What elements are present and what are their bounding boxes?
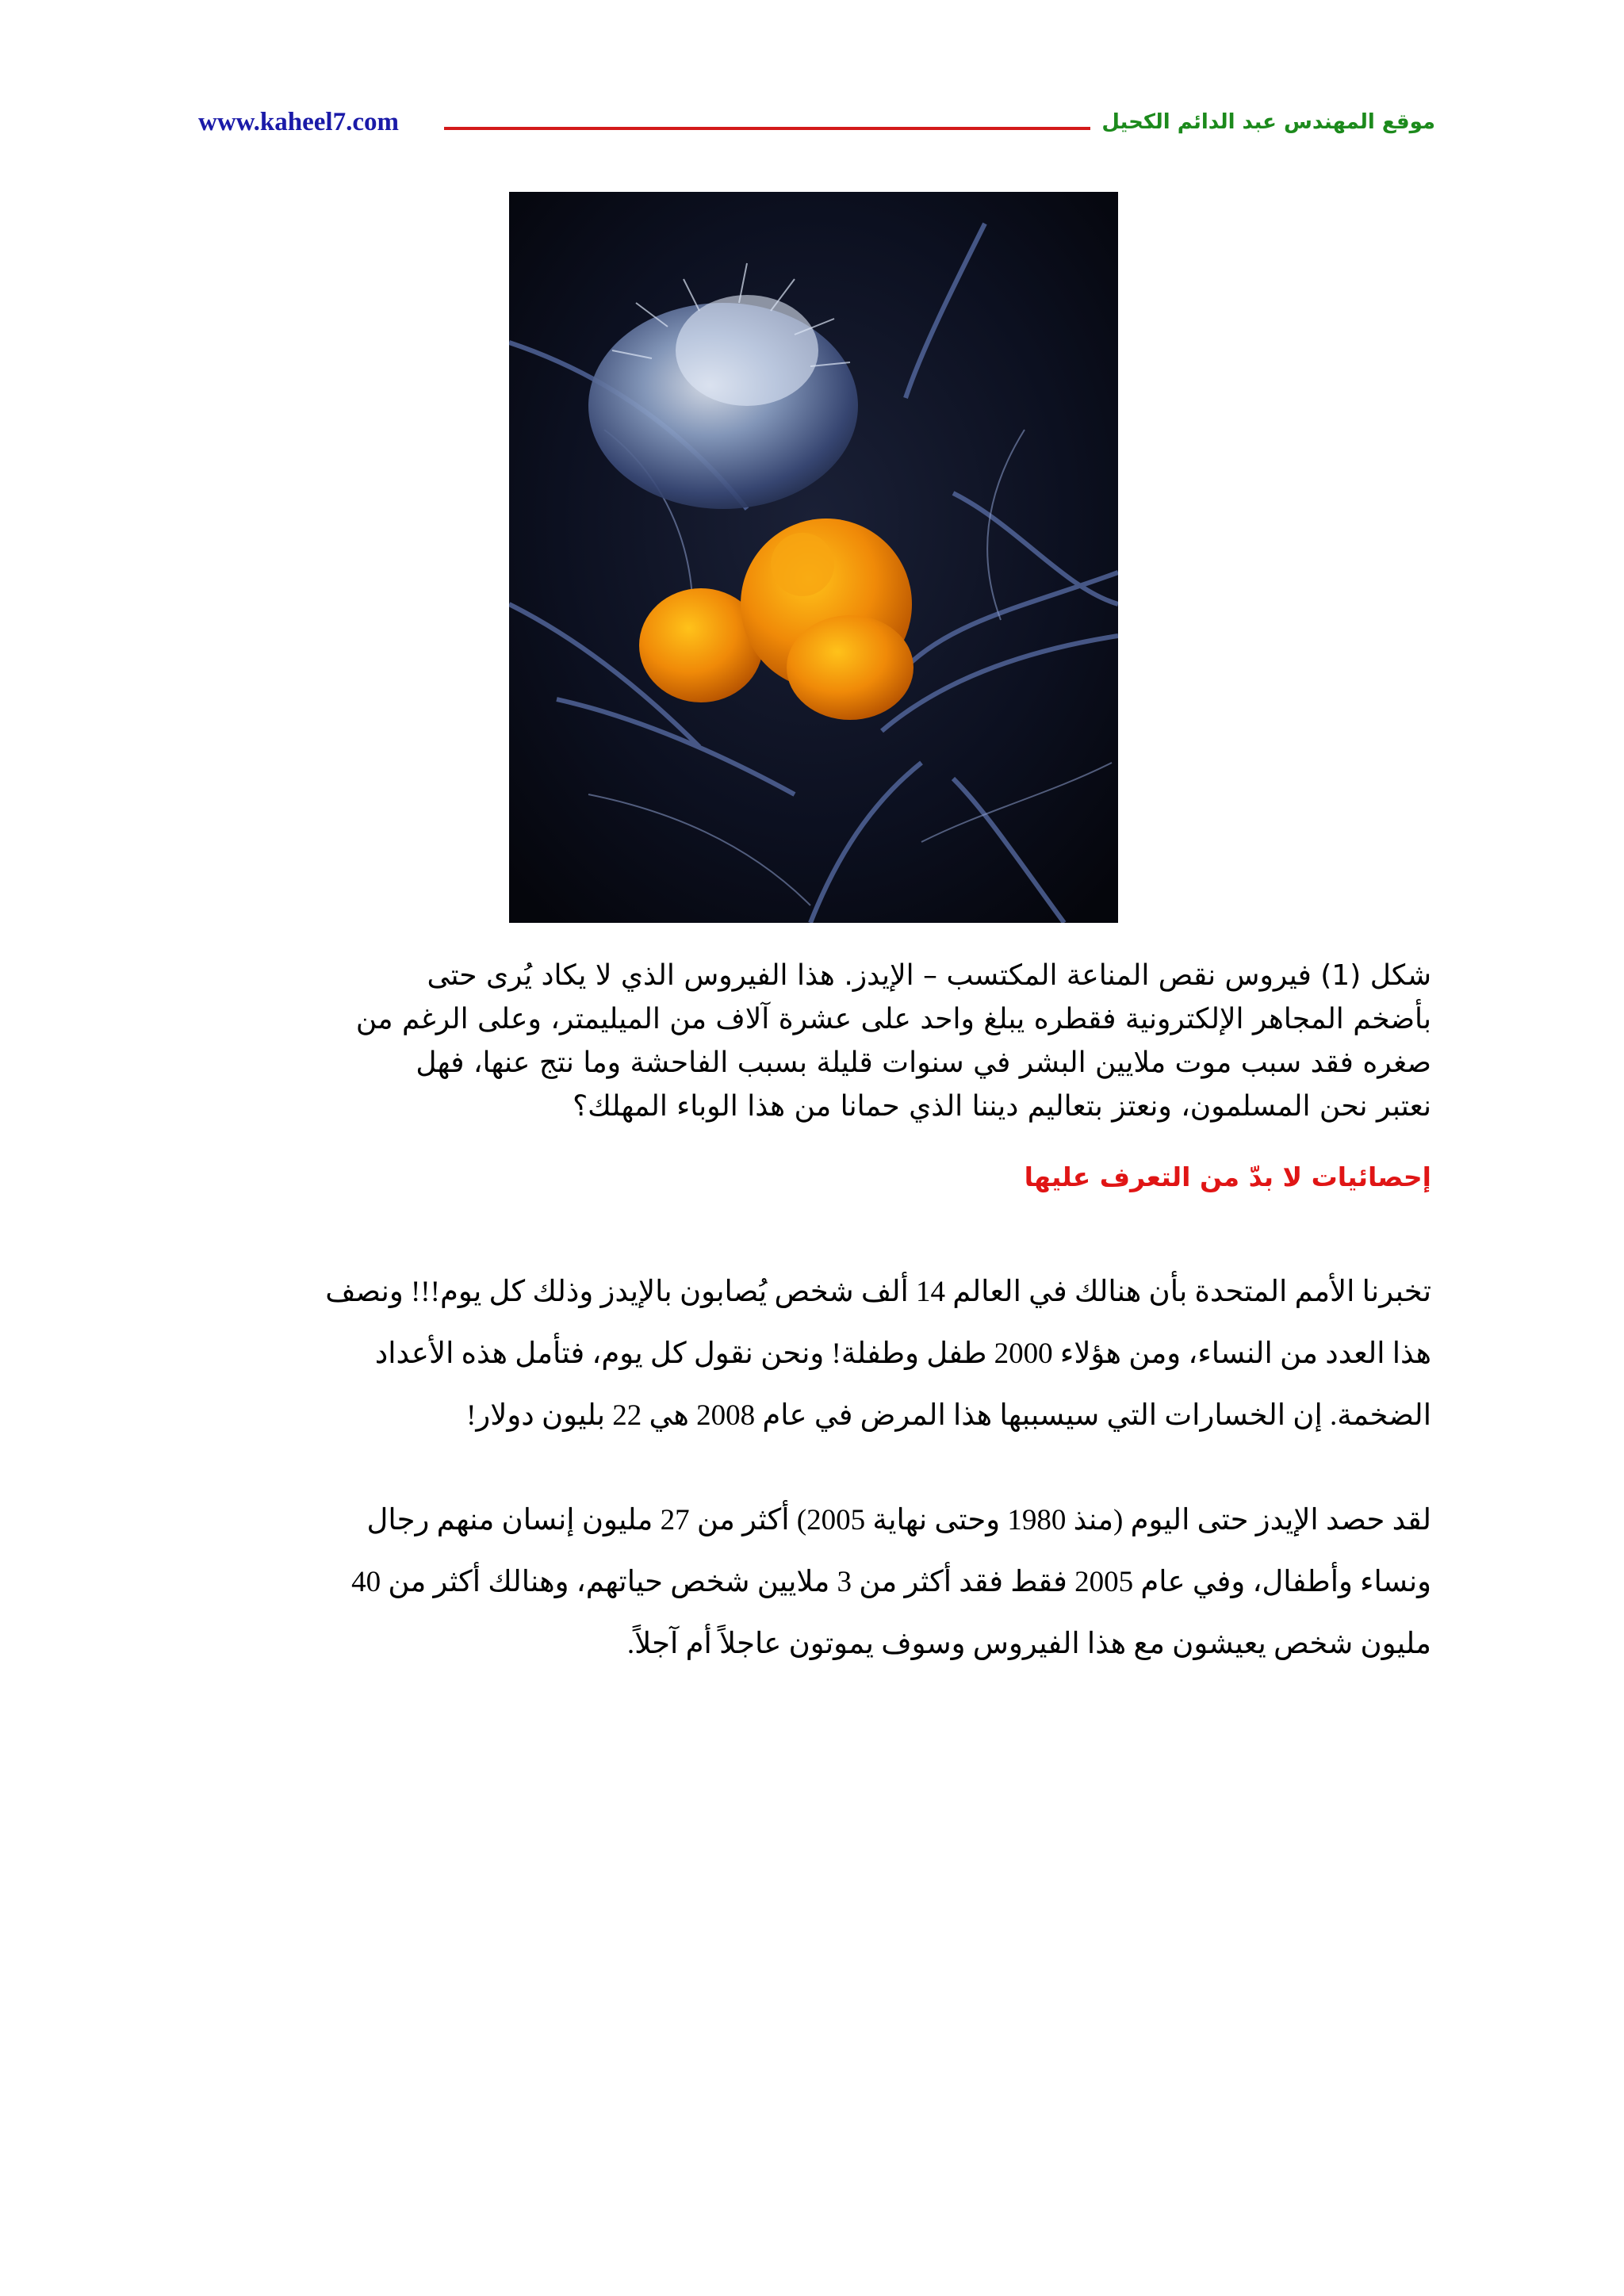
micrograph-illustration bbox=[509, 192, 1118, 923]
statistics-paragraph-2 bbox=[198, 1490, 1431, 1675]
paragraph-line: تخبرنا الأمم المتحدة بأن هنالك في العالم 14 ألف شخص يُصابون بالإيدز وذلك كل يوم!!! ونصف bbox=[325, 1276, 1431, 1308]
caption-line: نعتبر نحن المسلمون، ونعتز بتعاليم ديننا الذي حمانا من هذا الوباء المهلك؟ bbox=[573, 1090, 1431, 1123]
header-divider bbox=[444, 127, 1090, 130]
page-header bbox=[198, 103, 1435, 141]
paragraph-line: الضخمة. إن الخسارات التي سيسببها هذا المرض في عام 2008 هي 22 بليون دولار! bbox=[466, 1399, 1431, 1432]
caption-line: صغره فقد سبب موت ملايين البشر في سنوات قليلة بسبب الفاحشة وما نتج عنها، فهل bbox=[416, 1047, 1431, 1079]
virus-micrograph-image bbox=[509, 192, 1118, 923]
site-title: موقع المهندس عبد الدائم الكحيل bbox=[1101, 110, 1435, 134]
statistics-paragraph-1 bbox=[198, 1261, 1431, 1447]
website-url[interactable]: www.kaheel7.com bbox=[198, 108, 399, 136]
paragraph-line: لقد حصد الإيدز حتى اليوم (منذ 1980 وحتى نهاية 2005) أكثر من 27 مليون إنسان منهم رجال bbox=[366, 1504, 1431, 1536]
caption-line: بأضخم المجاهر الإلكترونية فقطره يبلغ واحد على عشرة آلاف من الميليمتر، وعلى الرغم من bbox=[355, 1003, 1431, 1035]
caption-line: شكل (1) فيروس نقص المناعة المكتسب – الإيدز. هذا الفيروس الذي لا يكاد يُرى حتى bbox=[427, 959, 1431, 992]
paragraph-line: هذا العدد من النساء، ومن هؤلاء 2000 طفل وطفلة! ونحن نقول كل يوم، فتأمل هذه الأعداد bbox=[374, 1337, 1431, 1370]
section-heading: إحصائيات لا بدّ من التعرف عليها bbox=[1024, 1161, 1431, 1192]
paragraph-line: ونساء وأطفال، وفي عام 2005 فقط فقد أكثر من 3 ملايين شخص حياتهم، وهنالك أكثر من 40 bbox=[351, 1566, 1431, 1598]
paragraph-line: مليون شخص يعيشون مع هذا الفيروس وسوف يموتون عاجلاً أم آجلاً. bbox=[626, 1628, 1431, 1660]
figure-caption bbox=[206, 954, 1431, 1128]
